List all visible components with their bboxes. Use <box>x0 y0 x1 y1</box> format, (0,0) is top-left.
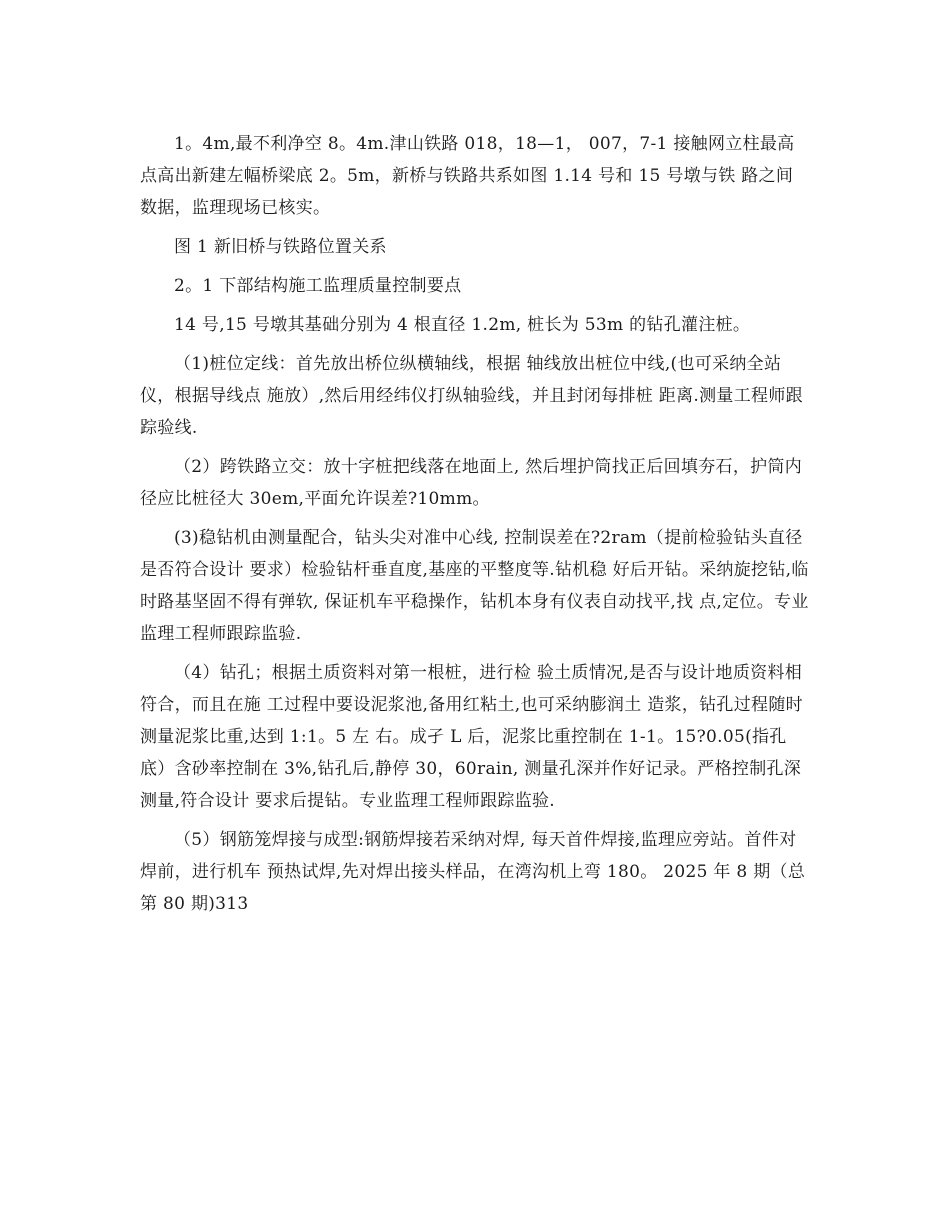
paragraph-drilling: （4）钻孔；根据土质资料对第一根桩，进行检 验土质情况,是否与设计地质资料相符合，而且在施 工过程中要设泥浆池,备用红粘土,也可采纳膨润土 造浆，钻孔过程随时测量泥浆比重,达到 1:1。5 左 右。成孑 L 后，泥浆比重控制在 1-1。15?0.05(指孔 底）含砂率控制在 3%,钻孔后,静停 30，60rain, 测量孔深并作好记录。严格控制孔深测量,符合设计 要求后提钻。专业监理工程师跟踪监验. <box>140 663 803 811</box>
paragraph-railway-crossing: （2）跨铁路立交：放十字桩把线落在地面上, 然后埋护筒找正后回填夯石，护筒内径应比桩径大 30em,平面允许误差?10mm。 <box>140 457 803 509</box>
paragraph-pile-positioning: （1)桩位定线：首先放出桥位纵横轴线，根据 轴线放出桩位中线,(也可采纳全站仪，根据导线点 施放）,然后用经纬仪打纵轴验线，并且封闭每排桩 距离.测量工程师跟踪验线. <box>140 354 803 438</box>
figure-caption: 图 1 新旧桥与铁路位置关系 <box>174 237 387 257</box>
paragraph-clearance: 1。4m,最不利净空 8。4m.津山铁路 018，18—1， 007，7-1 接触网立柱最高点高出新建左幅桥梁底 2。5m，新桥与铁路共系如图 1.14 号和 15 号墩与铁 路之间数据，监理现场已核实。 <box>140 134 795 218</box>
section-heading: 2。1 下部结构施工监理质量控制要点 <box>174 276 462 296</box>
paragraph-foundation: 14 号,15 号墩其基础分别为 4 根直径 1.2m, 桩长为 53m 的钻孔灌注桩。 <box>174 315 751 335</box>
paragraph-rebar-cage: （5）钢筋笼焊接与成型:钢筋焊接若采纳对焊, 每天首件焊接,监理应旁站。首件对焊前，进行机车 预热试焊,先对焊出接头样品，在湾沟机上弯 180。 2025 年 8 期（总第 80 期)313 <box>140 830 806 914</box>
paragraph-drill-setup: (3)稳钻机由测量配合，钻头尖对准中心线, 控制误差在?2ram（提前检验钻头直径是否符合设计 要求）检验钻杆垂直度,基座的平整度等.钻机稳 好后开钻。采纳旋挖钻,临时路基坚固不得有弹软, 保证机车平稳操作，钻机本身有仪表自动找平,找 点,定位。专业监理工程师跟踪监验. <box>140 528 809 644</box>
